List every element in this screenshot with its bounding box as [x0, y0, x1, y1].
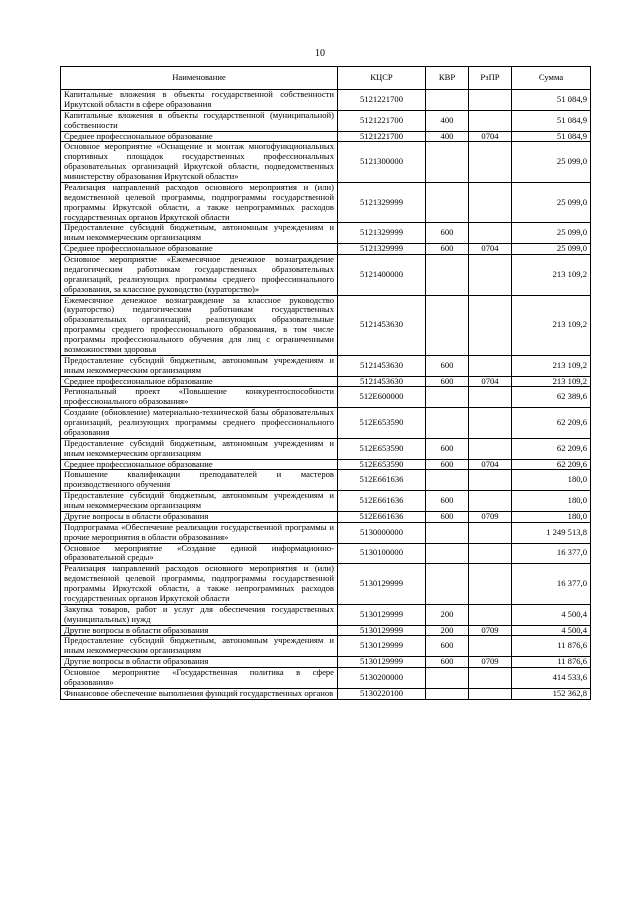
header-sum: Сумма [512, 67, 591, 90]
table-body [61, 90, 591, 700]
cell-kcsr: 512E653590 [338, 459, 426, 470]
cell-name: Повышение квалификации преподавателей и мастеров производственного обучения [61, 470, 338, 491]
table-row [61, 355, 591, 376]
cell-kcsr: 5121221700 [338, 90, 426, 111]
cell-name: Капитальные вложения в объекты государственной собственности Иркутской области в сфере образования [61, 90, 338, 111]
cell-kcsr: 512E653590 [338, 438, 426, 459]
table-row [61, 376, 591, 387]
cell-rzpr [469, 223, 512, 244]
cell-sum: 25 099,0 [512, 244, 591, 255]
cell-sum: 16 377,0 [512, 564, 591, 605]
budget-table [60, 66, 591, 700]
cell-kcsr: 5130129999 [338, 604, 426, 625]
cell-kvr [426, 408, 469, 439]
cell-rzpr [469, 470, 512, 491]
cell-kvr: 600 [426, 459, 469, 470]
table-row [61, 223, 591, 244]
cell-name: Предоставление субсидий бюджетным, автономным учреждениям и иным некоммерческим организациям [61, 636, 338, 657]
cell-kvr: 600 [426, 355, 469, 376]
cell-rzpr [469, 438, 512, 459]
cell-sum: 62 209,6 [512, 438, 591, 459]
cell-kcsr: 512E661636 [338, 491, 426, 512]
cell-rzpr [469, 636, 512, 657]
cell-sum: 62 209,6 [512, 459, 591, 470]
cell-kvr: 600 [426, 491, 469, 512]
cell-rzpr [469, 387, 512, 408]
table-row [61, 182, 591, 223]
cell-name: Предоставление субсидий бюджетным, автономным учреждениям и иным некоммерческим организациям [61, 223, 338, 244]
cell-name: Предоставление субсидий бюджетным, автономным учреждениям и иным некоммерческим организациям [61, 355, 338, 376]
cell-kcsr: 5121453630 [338, 355, 426, 376]
cell-rzpr [469, 491, 512, 512]
table-row [61, 142, 591, 183]
cell-rzpr [469, 522, 512, 543]
cell-name: Реализация направлений расходов основного мероприятия и (или) ведомственной целевой программы, подпрограммы государственной программы Иркутской области, а также непрограммных расходов государственных органов Иркутской области [61, 564, 338, 605]
cell-kcsr: 512E653590 [338, 408, 426, 439]
table-row [61, 543, 591, 564]
table-row [61, 295, 591, 355]
cell-name: Другие вопросы в области образования [61, 657, 338, 668]
cell-kvr [426, 522, 469, 543]
cell-name: Предоставление субсидий бюджетным, автономным учреждениям и иным некоммерческим организациям [61, 438, 338, 459]
cell-kcsr: 512E600000 [338, 387, 426, 408]
cell-name: Основное мероприятие «Государственная политика в сфере образования» [61, 668, 338, 689]
table-row [61, 604, 591, 625]
cell-rzpr: 0709 [469, 625, 512, 636]
cell-name: Предоставление субсидий бюджетным, автономным учреждениям и иным некоммерческим организациям [61, 491, 338, 512]
cell-kvr [426, 255, 469, 296]
table-row [61, 90, 591, 111]
cell-sum: 152 362,8 [512, 688, 591, 699]
cell-sum: 213 109,2 [512, 295, 591, 355]
cell-sum: 25 099,0 [512, 182, 591, 223]
cell-sum: 51 084,9 [512, 131, 591, 142]
table-row [61, 657, 591, 668]
cell-kvr [426, 688, 469, 699]
cell-kvr [426, 142, 469, 183]
cell-name: Закупка товаров, работ и услуг для обеспечения государственных (муниципальных) нужд [61, 604, 338, 625]
cell-name: Основное мероприятие «Оснащение и монтаж многофункциональных спортивных площадок государственных профессиональных образовательных организаций Иркутской области, подведомственных министерству образования Иркутской области» [61, 142, 338, 183]
cell-name: Реализация направлений расходов основного мероприятия и (или) ведомственной целевой программы, подпрограммы государственной программы Иркутской области, а также непрограммных расходов государственных органов Иркутской области [61, 182, 338, 223]
cell-sum: 213 109,2 [512, 255, 591, 296]
cell-name: Финансовое обеспечение выполнения функций государственных органов [61, 688, 338, 699]
cell-name: Другие вопросы в области образования [61, 511, 338, 522]
cell-kcsr: 5121221700 [338, 131, 426, 142]
cell-kcsr: 5130200000 [338, 668, 426, 689]
cell-kvr: 600 [426, 438, 469, 459]
cell-rzpr: 0709 [469, 511, 512, 522]
cell-sum: 51 084,9 [512, 90, 591, 111]
cell-sum: 11 876,6 [512, 657, 591, 668]
table-row [61, 470, 591, 491]
cell-kvr: 400 [426, 110, 469, 131]
cell-sum: 414 533,6 [512, 668, 591, 689]
cell-rzpr [469, 295, 512, 355]
cell-rzpr: 0704 [469, 459, 512, 470]
cell-kcsr: 5121329999 [338, 182, 426, 223]
cell-rzpr: 0709 [469, 657, 512, 668]
table-row [61, 625, 591, 636]
cell-kvr: 200 [426, 604, 469, 625]
cell-kvr [426, 295, 469, 355]
table-row [61, 244, 591, 255]
cell-kcsr: 5121329999 [338, 244, 426, 255]
cell-name: Среднее профессиональное образование [61, 459, 338, 470]
cell-kcsr: 5130129999 [338, 564, 426, 605]
cell-rzpr [469, 110, 512, 131]
cell-kcsr: 5130129999 [338, 625, 426, 636]
table-row [61, 110, 591, 131]
cell-kvr [426, 387, 469, 408]
table-header-row [61, 67, 591, 90]
cell-kvr [426, 543, 469, 564]
header-kcsr: КЦСР [338, 67, 426, 90]
cell-rzpr: 0704 [469, 131, 512, 142]
table-row [61, 131, 591, 142]
cell-kcsr: 5130220100 [338, 688, 426, 699]
page-number: 10 [315, 48, 325, 59]
header-kvr: КВР [426, 67, 469, 90]
table-row [61, 511, 591, 522]
cell-kvr: 600 [426, 223, 469, 244]
cell-kcsr: 5130129999 [338, 636, 426, 657]
cell-name: Подпрограмма «Обеспечение реализации государственной программы и прочие мероприятия в области образования» [61, 522, 338, 543]
cell-name: Основное мероприятие «Ежемесячное денежное вознаграждение педагогическим работникам государственных образовательных организаций, реализующих программы среднего профессионального образования, за классное руководство (кураторство)» [61, 255, 338, 296]
cell-name: Создание (обновление) материально-технической базы образовательных организаций, реализующих программы среднего профессионального образования [61, 408, 338, 439]
cell-sum: 4 500,4 [512, 604, 591, 625]
cell-sum: 4 500,4 [512, 625, 591, 636]
cell-kcsr: 5130100000 [338, 543, 426, 564]
cell-kvr: 200 [426, 625, 469, 636]
table-row [61, 387, 591, 408]
table-row [61, 564, 591, 605]
cell-rzpr [469, 355, 512, 376]
cell-rzpr [469, 668, 512, 689]
cell-kvr [426, 668, 469, 689]
cell-sum: 16 377,0 [512, 543, 591, 564]
cell-kvr: 600 [426, 636, 469, 657]
cell-sum: 180,0 [512, 511, 591, 522]
cell-kcsr: 5121329999 [338, 223, 426, 244]
cell-kcsr: 5121221700 [338, 110, 426, 131]
cell-rzpr [469, 543, 512, 564]
table-row [61, 255, 591, 296]
cell-sum: 11 876,6 [512, 636, 591, 657]
cell-kcsr: 5130000000 [338, 522, 426, 543]
cell-sum: 180,0 [512, 491, 591, 512]
cell-name: Другие вопросы в области образования [61, 625, 338, 636]
cell-kvr [426, 470, 469, 491]
cell-kcsr: 512E661636 [338, 511, 426, 522]
cell-kcsr: 5121400000 [338, 255, 426, 296]
cell-sum: 1 249 513,8 [512, 522, 591, 543]
cell-sum: 25 099,0 [512, 223, 591, 244]
cell-kvr: 600 [426, 244, 469, 255]
table-row [61, 459, 591, 470]
cell-kcsr: 5121453630 [338, 376, 426, 387]
cell-rzpr: 0704 [469, 376, 512, 387]
cell-kcsr: 5130129999 [338, 657, 426, 668]
cell-name: Капитальные вложения в объекты государственной (муниципальной) собственности [61, 110, 338, 131]
cell-kvr [426, 182, 469, 223]
cell-rzpr [469, 182, 512, 223]
cell-kvr: 600 [426, 376, 469, 387]
cell-kvr [426, 564, 469, 605]
table-row [61, 408, 591, 439]
table-row [61, 636, 591, 657]
cell-sum: 51 084,9 [512, 110, 591, 131]
header-name: Наименование [61, 67, 338, 90]
cell-rzpr [469, 604, 512, 625]
cell-sum: 213 109,2 [512, 355, 591, 376]
cell-sum: 25 099,0 [512, 142, 591, 183]
cell-sum: 180,0 [512, 470, 591, 491]
table-row [61, 438, 591, 459]
table-row [61, 688, 591, 699]
cell-name: Ежемесячное денежное вознаграждение за классное руководство (кураторство) педагогическим работникам государственных образовательных организаций, реализующих образовательные программы среднего профессионального образования, в том числе программы профессионального обучения для лиц с ограниченными возможностями здоровья [61, 295, 338, 355]
cell-name: Региональный проект «Повышение конкурентоспособности профессионального образования» [61, 387, 338, 408]
cell-sum: 213 109,2 [512, 376, 591, 387]
cell-kcsr: 5121453630 [338, 295, 426, 355]
table-row [61, 522, 591, 543]
cell-rzpr [469, 255, 512, 296]
cell-sum: 62 209,6 [512, 408, 591, 439]
cell-rzpr [469, 564, 512, 605]
header-rzpr: РзПР [469, 67, 512, 90]
cell-kvr: 400 [426, 131, 469, 142]
cell-name: Основное мероприятие «Создание единой информационно-образовательной среды» [61, 543, 338, 564]
cell-rzpr: 0704 [469, 244, 512, 255]
cell-sum: 62 389,6 [512, 387, 591, 408]
cell-name: Среднее профессиональное образование [61, 244, 338, 255]
cell-name: Среднее профессиональное образование [61, 131, 338, 142]
table-row [61, 668, 591, 689]
cell-kvr: 600 [426, 511, 469, 522]
cell-name: Среднее профессиональное образование [61, 376, 338, 387]
cell-rzpr [469, 142, 512, 183]
cell-rzpr [469, 688, 512, 699]
cell-kcsr: 512E661636 [338, 470, 426, 491]
cell-rzpr [469, 408, 512, 439]
cell-rzpr [469, 90, 512, 111]
cell-kcsr: 5121300000 [338, 142, 426, 183]
cell-kvr [426, 90, 469, 111]
table-row [61, 491, 591, 512]
cell-kvr: 600 [426, 657, 469, 668]
